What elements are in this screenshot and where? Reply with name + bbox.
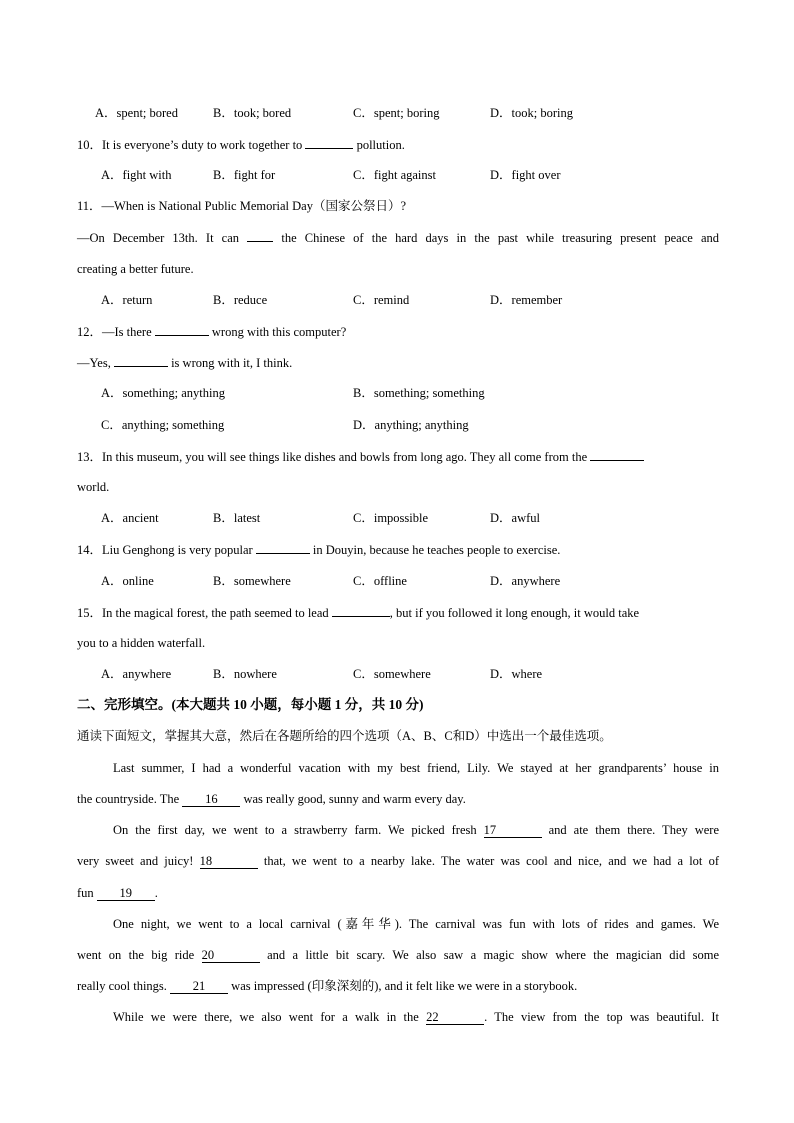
passage-p2-line3: fun 19 .: [77, 886, 158, 900]
q15-option-d: D．where: [490, 667, 543, 681]
passage-p1-line1: Last summer, I had a wonderful vacation with my best friend, Lily. We stayed at her grandparents’ house in: [113, 761, 719, 775]
q9-option-a: A．spent; bored: [95, 106, 178, 120]
passage-p1-line2: the countryside. The 16 was really good, sunny and warm every day.: [77, 792, 466, 806]
q14-stem: 14．Liu Genghong is very popular in Douyin, because he teaches people to exercise.: [77, 543, 561, 557]
blank-16[interactable]: 16: [182, 792, 240, 807]
blank-21[interactable]: 21: [170, 979, 228, 994]
q14-option-b: B．somewhere: [213, 574, 291, 588]
blank-22[interactable]: 22: [426, 1010, 484, 1025]
q13-option-d: D．awful: [490, 511, 540, 525]
q11-option-b: B．reduce: [213, 293, 268, 307]
q13-option-a: A．ancient: [101, 511, 159, 525]
blank-19[interactable]: 19: [97, 886, 155, 901]
q11-line1: 11．—When is National Public Memorial Day（国家公祭日）?: [77, 199, 406, 213]
q11-option-c: C．remind: [353, 293, 410, 307]
passage-p2-line2: very sweet and juicy! 18 that, we went to a nearby lake. The water was cool and nice, and we had a lot of: [77, 854, 720, 868]
passage-p3-line1: One night, we went to a local carnival (嘉年华). The carnival was fun with lots of rides and games. We: [113, 917, 719, 931]
q12-line2: —Yes, is wrong with it, I think.: [77, 356, 293, 370]
q10-option-b: B．fight for: [213, 168, 276, 182]
passage-p4-line1: While we were there, we also went for a walk in the 22 . The view from the top was beautiful. It: [113, 1010, 719, 1024]
blank-17[interactable]: 17: [484, 823, 542, 838]
q12-option-a: A．something; anything: [101, 386, 225, 400]
q15-line1: 15．In the magical forest, the path seemed to lead , but if you followed it long enough, it would take: [77, 606, 640, 620]
q10-option-a: A．fight with: [101, 168, 172, 182]
q11-option-a: A．return: [101, 293, 153, 307]
q13-line2: world.: [77, 480, 110, 494]
passage-p3-line3: really cool things. 21 was impressed (印象深刻的), and it felt like we were in a storybook.: [77, 979, 578, 993]
q9-option-d: D．took; boring: [490, 106, 573, 120]
q15-line2: you to a hidden waterfall.: [77, 636, 206, 650]
q9-option-b: B．took; bored: [213, 106, 292, 120]
q10-stem: 10．It is everyone’s duty to work together to pollution.: [77, 138, 405, 152]
blank-20[interactable]: 20: [202, 948, 260, 963]
section2-instruction: 通读下面短文，掌握其大意，然后在各题所给的四个选项（A、B、C和D）中选出一个最佳选项。: [77, 729, 612, 743]
q15-option-b: B．nowhere: [213, 667, 277, 681]
q10-option-c: C．fight against: [353, 168, 436, 182]
q13-option-b: B．latest: [213, 511, 261, 525]
q14-option-c: C．offline: [353, 574, 407, 588]
q10-option-d: D．fight over: [490, 168, 561, 182]
q11-line2: —On December 13th. It can the Chinese of the hard days in the past while treasuring present peace and: [77, 231, 720, 245]
q13-option-c: C．impossible: [353, 511, 429, 525]
q12-option-d: D．anything; anything: [353, 418, 469, 432]
q15-option-a: A．anywhere: [101, 667, 172, 681]
q14-option-d: D．anywhere: [490, 574, 561, 588]
passage-p2-line1: On the first day, we went to a strawberry farm. We picked fresh 17 and ate them there. They were: [113, 823, 720, 837]
q9-option-c: C．spent; boring: [353, 106, 440, 120]
q12-line1: 12．—Is there wrong with this computer?: [77, 325, 347, 339]
blank-18[interactable]: 18: [200, 854, 258, 869]
q12-option-b: B．something; something: [353, 386, 485, 400]
q12-option-c: C．anything; something: [101, 418, 225, 432]
section2-heading: 二、完形填空。(本大题共 10 小题，每小题 1 分，共 10 分): [77, 697, 424, 712]
q14-option-a: A．online: [101, 574, 154, 588]
passage-p3-line2: went on the big ride 20 and a little bit scary. We also saw a magic show where the magician did some: [77, 948, 720, 962]
q11-option-d: D．remember: [490, 293, 563, 307]
q11-line3: creating a better future.: [77, 262, 194, 276]
q13-line1: 13．In this museum, you will see things like dishes and bowls from long ago. They all come from the: [77, 448, 719, 465]
q15-option-c: C．somewhere: [353, 667, 431, 681]
